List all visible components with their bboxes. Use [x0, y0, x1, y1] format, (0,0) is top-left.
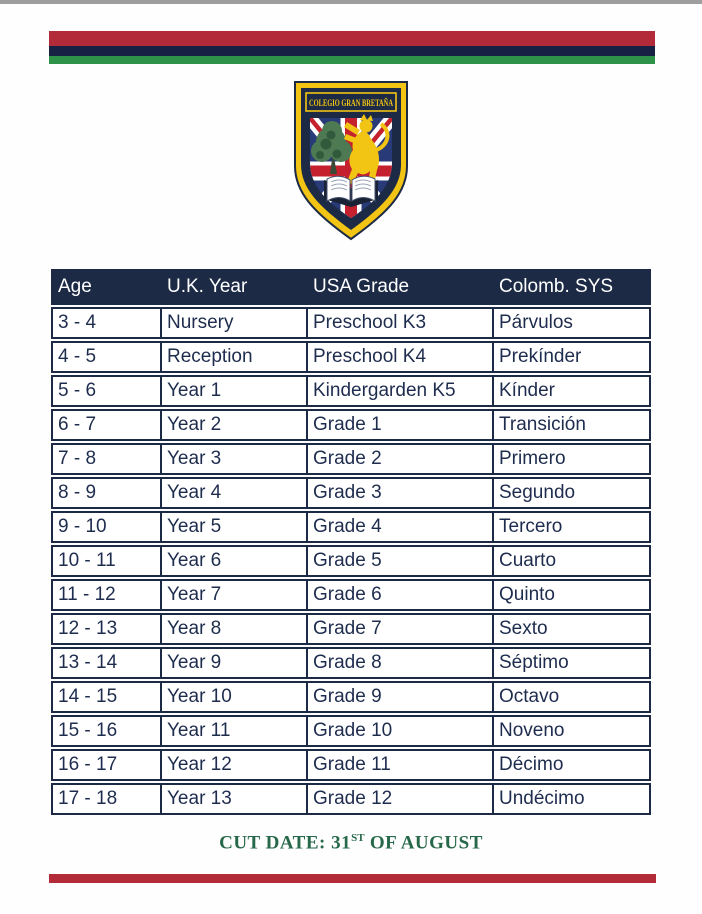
column-header: Age: [51, 269, 162, 305]
table-cell: Párvulos: [494, 307, 651, 339]
table-cell: Year 6: [162, 545, 308, 577]
table-row: [51, 307, 651, 339]
cut-date-superscript: ST: [351, 832, 365, 844]
column-header: USA Grade: [308, 269, 494, 305]
table-row: [51, 409, 651, 441]
table-row: [51, 783, 651, 815]
table-cell: Grade 6: [308, 579, 494, 611]
table-cell: Year 4: [162, 477, 308, 509]
table-row: [51, 681, 651, 713]
grade-equivalence-table: [51, 267, 651, 817]
crest-banner-text: COLEGIO GRAN BRETAÑA: [309, 98, 394, 108]
table-cell: Grade 9: [308, 681, 494, 713]
table-row: [51, 477, 651, 509]
table-cell: 5 - 6: [51, 375, 162, 407]
table-cell: Year 13: [162, 783, 308, 815]
table-cell: Grade 12: [308, 783, 494, 815]
table-cell: Nursery: [162, 307, 308, 339]
navy-stripe: [49, 46, 655, 56]
table-cell: 6 - 7: [51, 409, 162, 441]
table-cell: Sexto: [494, 613, 651, 645]
table-row: [51, 749, 651, 781]
table-cell: 9 - 10: [51, 511, 162, 543]
table-cell: 12 - 13: [51, 613, 162, 645]
table-cell: Grade 1: [308, 409, 494, 441]
table-cell: Décimo: [494, 749, 651, 781]
table-cell: Cuarto: [494, 545, 651, 577]
table-cell: Kínder: [494, 375, 651, 407]
table-cell: Grade 8: [308, 647, 494, 679]
table-cell: Year 11: [162, 715, 308, 747]
table-cell: Octavo: [494, 681, 651, 713]
table-body: [51, 307, 651, 815]
table-cell: 3 - 4: [51, 307, 162, 339]
table-cell: Year 12: [162, 749, 308, 781]
table-cell: 8 - 9: [51, 477, 162, 509]
school-crest-logo: [286, 78, 416, 243]
table-cell: Grade 11: [308, 749, 494, 781]
table-cell: 7 - 8: [51, 443, 162, 475]
table-cell: Grade 5: [308, 545, 494, 577]
screenshot-top-edge-bar: [0, 0, 702, 4]
table-cell: Prekínder: [494, 341, 651, 373]
table-cell: Year 8: [162, 613, 308, 645]
table-row: [51, 545, 651, 577]
table-row: [51, 341, 651, 373]
table-cell: Segundo: [494, 477, 651, 509]
table-row: [51, 443, 651, 475]
table-cell: Noveno: [494, 715, 651, 747]
table-cell: 16 - 17: [51, 749, 162, 781]
table-cell: Year 7: [162, 579, 308, 611]
cut-date-prefix: CUT DATE: 31: [219, 832, 352, 854]
cut-date-note: [0, 832, 702, 854]
table-cell: Undécimo: [494, 783, 651, 815]
table-row: [51, 511, 651, 543]
table-row: [51, 647, 651, 679]
table-row: [51, 715, 651, 747]
table-cell: Primero: [494, 443, 651, 475]
table-cell: Séptimo: [494, 647, 651, 679]
table-cell: Tercero: [494, 511, 651, 543]
column-header: Colomb. SYS: [494, 269, 651, 305]
table-row: [51, 579, 651, 611]
table-cell: 17 - 18: [51, 783, 162, 815]
table-cell: Grade 4: [308, 511, 494, 543]
table-cell: Kindergarden K5: [308, 375, 494, 407]
table-cell: Quinto: [494, 579, 651, 611]
table-cell: Transición: [494, 409, 651, 441]
table-cell: 13 - 14: [51, 647, 162, 679]
table-cell: Preschool K3: [308, 307, 494, 339]
table-cell: Grade 7: [308, 613, 494, 645]
red-stripe: [49, 31, 655, 46]
column-header: U.K. Year: [162, 269, 308, 305]
table-cell: Year 1: [162, 375, 308, 407]
header-flag-stripes: [49, 31, 655, 64]
table-cell: Year 9: [162, 647, 308, 679]
table-cell: Year 10: [162, 681, 308, 713]
crest-shield-icon: [286, 78, 416, 243]
green-stripe: [49, 56, 655, 64]
table-cell: 4 - 5: [51, 341, 162, 373]
table-cell: 10 - 11: [51, 545, 162, 577]
table-cell: Year 5: [162, 511, 308, 543]
table-cell: 14 - 15: [51, 681, 162, 713]
table-row: [51, 613, 651, 645]
table-cell: Preschool K4: [308, 341, 494, 373]
cut-date-suffix: OF AUGUST: [364, 832, 483, 854]
table-cell: Grade 3: [308, 477, 494, 509]
table-cell: Grade 10: [308, 715, 494, 747]
table-cell: Year 3: [162, 443, 308, 475]
table-cell: Grade 2: [308, 443, 494, 475]
table-cell: 11 - 12: [51, 579, 162, 611]
footer-red-stripe: [49, 874, 656, 883]
table-row: [51, 375, 651, 407]
table-header-row: [51, 269, 651, 305]
table-cell: Year 2: [162, 409, 308, 441]
table-cell: Reception: [162, 341, 308, 373]
table-cell: 15 - 16: [51, 715, 162, 747]
